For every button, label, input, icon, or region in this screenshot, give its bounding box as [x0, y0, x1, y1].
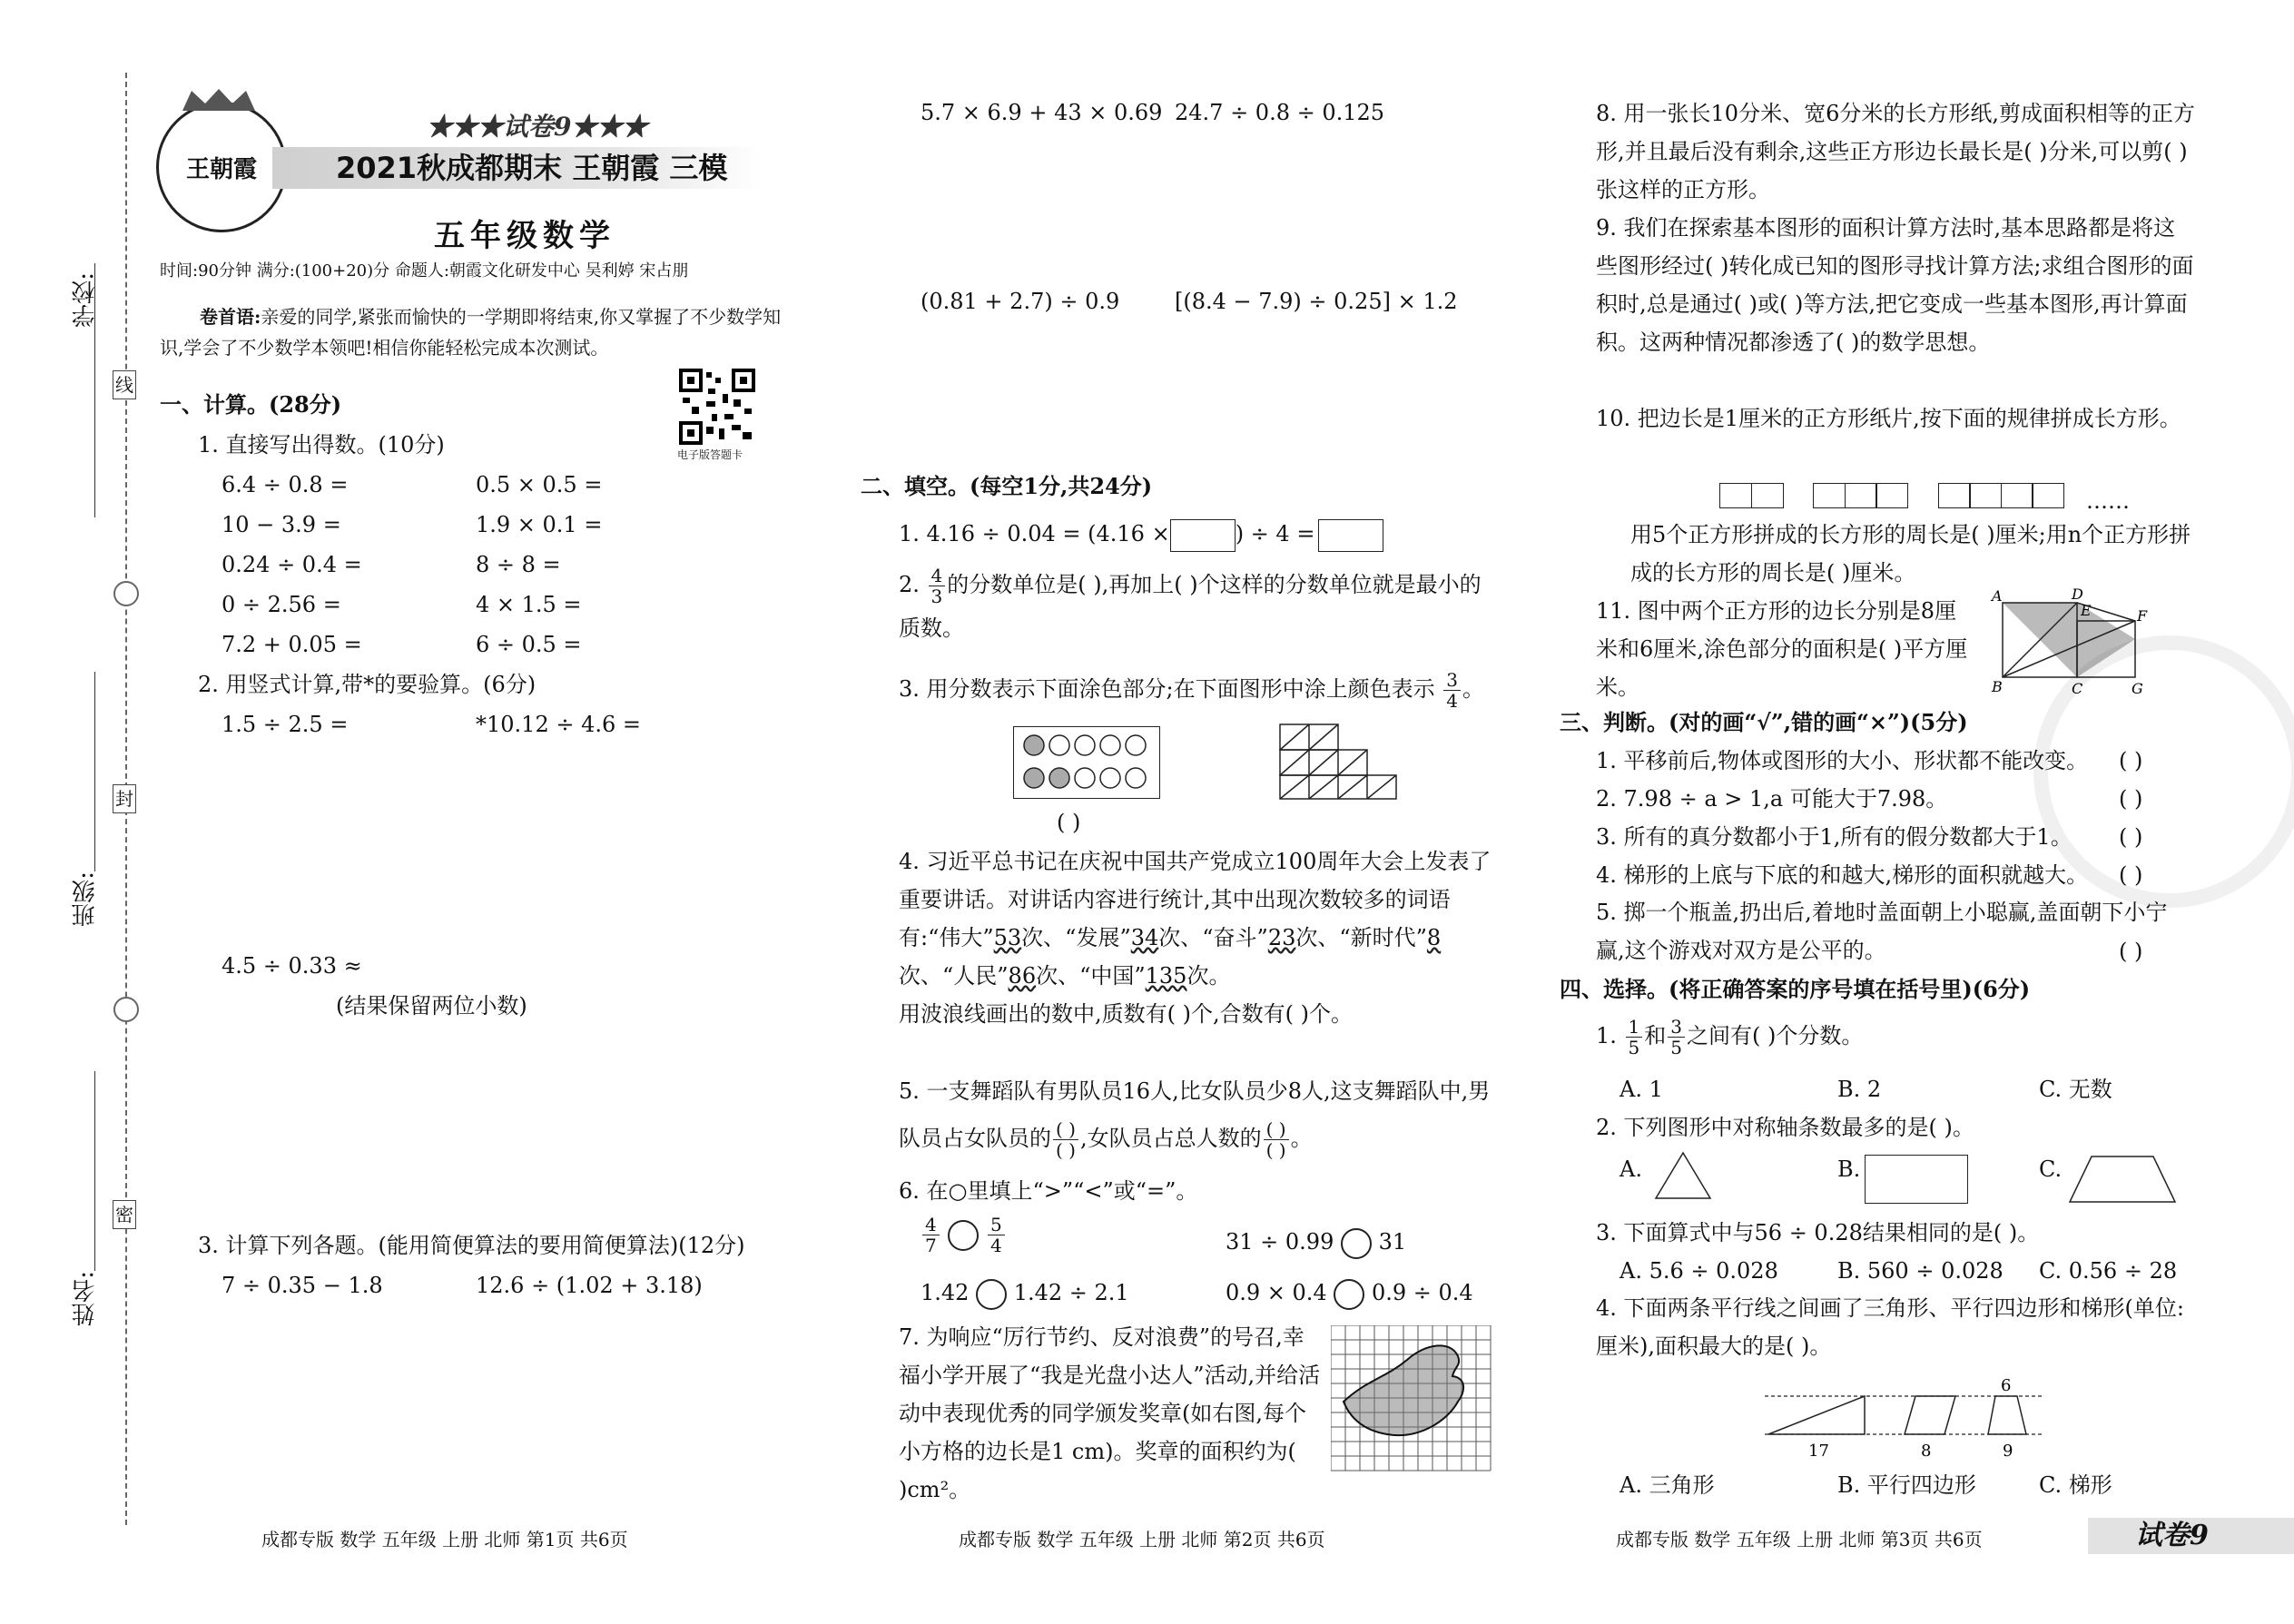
- footer-tag: 试卷9: [2135, 1520, 2209, 1551]
- intro: [160, 301, 795, 363]
- page-footer-3: 成都专版 数学 五年级 上册 北师 第3页 共6页: [1616, 1529, 1983, 1550]
- page-footer-2: 成都专版 数学 五年级 上册 北师 第2页 共6页: [959, 1529, 1325, 1550]
- s2-q6-b: [1226, 1227, 1406, 1259]
- name-label: 姓名:: [72, 1271, 99, 1326]
- s2-q2: [899, 563, 1498, 650]
- judge-blank[interactable]: ( ): [2119, 862, 2143, 888]
- s4-q1: [1596, 1017, 1863, 1058]
- numerator: 3: [1443, 670, 1461, 691]
- s1-q2-a: 1.5 ÷ 2.5 =: [222, 712, 349, 737]
- s2-q3-text: 3. 用分数表示下面涂色部分;在下面图形中涂上颜色表示: [899, 676, 1435, 702]
- point-label: B: [1992, 678, 2003, 695]
- denominator-blank[interactable]: ( ): [1265, 1139, 1286, 1161]
- expression: 1.42: [921, 1280, 970, 1305]
- fraction: [922, 1215, 940, 1255]
- seal-mark-line: 线: [113, 370, 136, 399]
- answer-box[interactable]: [1170, 519, 1236, 552]
- judge-item: 1. 平移前后,物体或图形的大小、形状都不能改变。: [1596, 748, 2089, 773]
- s1-q3-b: 12.6 ÷ (1.02 + 3.18): [476, 1273, 703, 1298]
- s2-q6-a: [921, 1215, 1007, 1255]
- s1-q3-f: [(8.4 − 7.9) ÷ 0.25] × 1.2: [1175, 289, 1458, 314]
- point-label: F: [2137, 607, 2148, 625]
- denominator: 4: [1446, 690, 1458, 712]
- name-line: [94, 1071, 95, 1271]
- s2-q3: 3. 用分数表示下面涂色部分;在下面图形中涂上颜色表示 $\frac{3}{4}$ 。: [899, 669, 1484, 712]
- denominator: 7: [925, 1235, 937, 1256]
- s2-q8: 8. 用一张长10分米、宽6分米的长方形纸,剪成面积相等的正方形,并且最后没有剩余,这些正方形边长最长是( )分米,可以剪( )张这样的正方形。: [1596, 101, 2195, 202]
- s1-q3-c: 5.7 × 6.9 + 43 × 0.69: [921, 100, 1163, 125]
- s1-q1-item: 10 − 3.9 =: [222, 512, 341, 537]
- section3-title: 三、判断。(对的画“√”,错的画“×”)(5分): [1560, 709, 1968, 735]
- s2-q4-text: 次、“发展”: [1021, 925, 1131, 950]
- trapezoid-shape: [2068, 1153, 2177, 1207]
- expression: 31 ÷ 0.99: [1226, 1229, 1334, 1255]
- s2-q6-c: [921, 1278, 1129, 1310]
- s2-q10: 10. 把边长是1厘米的正方形纸片,按下面的规律拼成长方形。: [1596, 406, 2181, 431]
- s1-q1-item: 4 × 1.5 =: [476, 592, 582, 617]
- judge-item: 4. 梯形的上底与下底的和越大,梯形的面积就越大。: [1596, 862, 2089, 888]
- option[interactable]: B. 2: [1837, 1077, 1882, 1102]
- s1-q1-item: 0 ÷ 2.56 =: [222, 592, 341, 617]
- brand-logo: [156, 102, 287, 232]
- option[interactable]: A. 5.6 ÷ 0.028: [1620, 1258, 1778, 1284]
- paper-tag: ★★★试卷9★★★: [427, 112, 648, 142]
- s2-q11: 11. 图中两个正方形的边长分别是8厘米和6厘米,涂色部分的面积是( )平方厘米。: [1596, 598, 1968, 700]
- s2-q5-text: 5. 一支舞蹈队有男队员16人,比女队员少8人,这支舞蹈队中,男队员占女队员的: [899, 1078, 1491, 1151]
- s2-q5: 5. 一支舞蹈队有男队员16人,比女队员少8人,这支舞蹈队中,男队员占女队员的 $\frac{( )}{( )}$ ,女队员占总人数的 $\frac{( )}{( )}$ 。: [899, 1078, 1491, 1161]
- s2-q4-text: 次、“新时代”: [1295, 925, 1427, 950]
- numerator: 5: [988, 1215, 1005, 1235]
- triangle-shape: [1654, 1149, 1712, 1204]
- option[interactable]: C. 0.56 ÷ 28: [2039, 1258, 2178, 1284]
- s1-q2-title: 2. 用竖式计算,带*的要验算。(6分): [198, 672, 537, 697]
- s1-q1-item: 6 ÷ 0.5 =: [476, 632, 582, 657]
- judge-item: 5. 掷一个瓶盖,扔出后,着地时盖面朝上小聪赢,盖面朝下小宁赢,这个游戏对双方是公平的。: [1596, 900, 2168, 963]
- s2-q7: 7. 为响应“厉行节约、反对浪费”的号召,幸福小学开展了“我是光盘小达人”活动,并给活动中表现优秀的同学颁发奖章(如右图,每个小方格的边长是1 cm)。奖章的面积约为( )cm²。: [899, 1324, 1321, 1502]
- option[interactable]: A. 三角形: [1620, 1472, 1715, 1498]
- ellipsis: ……: [2085, 488, 2130, 514]
- option[interactable]: A. 1: [1620, 1077, 1663, 1102]
- parallel-shapes-figure: [1765, 1374, 2046, 1465]
- denominator: 5: [1670, 1037, 1683, 1058]
- s1-q1-item: 8 ÷ 8 =: [476, 552, 561, 577]
- subject-title: 五年级数学: [434, 218, 615, 254]
- section4-title: 四、选择。(将正确答案的序号填在括号里)(6分): [1560, 976, 2031, 1002]
- page-footer-1: 成都专版 数学 五年级 上册 北师 第1页 共6页: [261, 1529, 628, 1550]
- s2-q1-text-a: 1. 4.16 ÷ 0.04 = (4.16 ×: [899, 521, 1170, 546]
- rectangle-shape: [1865, 1155, 1968, 1204]
- seal-mark-secret: 密: [113, 1200, 136, 1229]
- s2-q4-text: 次。: [1186, 963, 1231, 989]
- denominator-blank[interactable]: ( ): [1056, 1139, 1076, 1161]
- brand-logo-text: 王朝霞: [185, 155, 257, 183]
- punch-hole-icon: [113, 997, 139, 1022]
- punch-hole-icon: [113, 581, 139, 606]
- s4-q4-text: 4. 下面两条平行线之间画了三角形、平行四边形和梯形(单位:厘米),面积最大的是( )。: [1596, 1295, 2184, 1359]
- s2-q4-text: 4. 习近平总书记在庆祝中国共产党成立100周年大会上发表了重要讲话。对讲话内容进行统计,其中出现次数较多的词语有:“伟大”: [899, 849, 1492, 950]
- expression: 1.42 ÷ 2.1: [1013, 1280, 1129, 1305]
- class-label: 班级:: [72, 871, 99, 927]
- s1-q3-title: 3. 计算下列各题。(能用简便算法的要用简便算法)(12分): [198, 1233, 745, 1258]
- medal-grid-figure: [1331, 1325, 1492, 1476]
- wavy-number: 23: [1267, 925, 1296, 950]
- qr-code[interactable]: [679, 369, 755, 445]
- dimension-label: 6: [2001, 1376, 2012, 1395]
- s1-q1-item: 1.9 × 0.1 =: [476, 512, 603, 537]
- intro-text: 亲爱的同学,紧张而愉快的一学期即将结束,你又掌握了不少数学知识,学会了不少数学本领吧!相信你能轻松完成本次测试。: [160, 306, 782, 359]
- numerator: 4: [922, 1215, 940, 1235]
- s2-q6-d: [1226, 1278, 1473, 1310]
- class-field[interactable]: [71, 871, 98, 927]
- answer-fraction[interactable]: [1264, 1119, 1289, 1160]
- s1-q1-item: 6.4 ÷ 0.8 =: [222, 472, 349, 497]
- answer-fraction[interactable]: [1053, 1119, 1078, 1160]
- staircase-figure[interactable]: [1278, 723, 1398, 804]
- option[interactable]: C. 梯形: [2039, 1472, 2112, 1498]
- judge-blank[interactable]: ( ): [2119, 786, 2143, 812]
- expression: 0.9 × 0.4: [1226, 1280, 1327, 1305]
- dimension-label: 9: [2003, 1442, 2013, 1461]
- class-line: [94, 672, 95, 871]
- fraction: [1668, 1017, 1685, 1058]
- s4-q1-text: 之间有( )个分数。: [1687, 1023, 1864, 1048]
- seal-mark-seal: 封: [113, 784, 136, 813]
- option[interactable]: B. 平行四边形: [1837, 1472, 1976, 1498]
- fraction: [929, 566, 946, 606]
- option[interactable]: C.: [2039, 1156, 2063, 1182]
- point-label: E: [2081, 602, 2092, 619]
- point-label: A: [1992, 587, 2003, 605]
- dimension-label: 17: [1808, 1442, 1829, 1461]
- s1-q1-item: 0.5 × 0.5 =: [476, 472, 603, 497]
- judge-blank[interactable]: ( ): [2119, 939, 2143, 964]
- option[interactable]: A.: [1620, 1156, 1642, 1182]
- exam-title: 2021秋成都期末 王朝霞 三模: [336, 151, 728, 185]
- fraction: [1443, 670, 1461, 711]
- wavy-number: 135: [1145, 963, 1187, 989]
- compare-circle[interactable]: [1341, 1228, 1372, 1259]
- s4-q1-and: 和: [1644, 1023, 1667, 1048]
- s1-q1-item: 0.24 ÷ 0.4 =: [222, 552, 362, 577]
- name-field[interactable]: [71, 1271, 98, 1326]
- point-label: G: [2132, 680, 2143, 697]
- fraction: [988, 1215, 1005, 1255]
- s2-q5-text: ,女队员占总人数的: [1079, 1126, 1262, 1151]
- compare-circle[interactable]: [1334, 1279, 1364, 1310]
- section1-title: 一、计算。(28分): [160, 391, 342, 418]
- compare-circle[interactable]: [976, 1279, 1007, 1310]
- numerator: 3: [1668, 1017, 1685, 1038]
- numerator: 4: [929, 566, 946, 586]
- judge-blank[interactable]: ( ): [2119, 824, 2143, 850]
- s1-q1-item: 7.2 + 0.05 =: [222, 632, 362, 657]
- school-line: [94, 263, 95, 517]
- crown-icon: [178, 87, 260, 113]
- exam-meta: 时间:90分钟 满分:(100+20)分 命题人:朝霞文化研发中心 吴利婷 宋占朋: [160, 261, 689, 281]
- s1-q3-e: (0.81 + 2.7) ÷ 0.9: [921, 289, 1120, 314]
- s2-q9: 9. 我们在探索基本图形的面积计算方法时,基本思路都是将这些图形经过( )转化成已知的图形寻找计算方法;求组合图形的面积时,总是通过( )或( )等方法,把它变成一些基本图形,再计算面积。这两种情况都渗透了( )的数学思想。: [1596, 215, 2194, 355]
- qr-caption: 电子版答题卡: [677, 448, 743, 461]
- point-label: D: [2072, 586, 2083, 603]
- dimension-label: 8: [1921, 1442, 1932, 1461]
- s2-q2-text: 的分数单位是( ),再加上( )个这样的分数单位就是最小的质数。: [899, 572, 1482, 641]
- point-label: C: [2072, 680, 2083, 697]
- school-label: 学校:: [72, 272, 99, 328]
- wavy-number: 8: [1426, 925, 1442, 950]
- fraction: [1626, 1017, 1643, 1058]
- s2-q4: [899, 842, 1505, 1033]
- s2-q4-text: 次、“中国”: [1036, 963, 1146, 989]
- s1-q2-b: *10.12 ÷ 4.6 =: [476, 712, 641, 737]
- expression: 31: [1378, 1229, 1407, 1255]
- qr-code-icon: [679, 369, 755, 445]
- expression: 0.9 ÷ 0.4: [1371, 1280, 1473, 1305]
- judge-item: 3. 所有的真分数都小于1,所有的假分数都大于1。: [1596, 824, 2072, 850]
- s2-q1: [899, 516, 1383, 552]
- s1-q2-c-note: (结果保留两位小数): [336, 993, 527, 1019]
- judge-item: 2. 7.98 ÷ a > 1,a 可能大于7.98。: [1596, 786, 1948, 812]
- s2-q4-text: 次、“奋斗”: [1158, 925, 1268, 950]
- intro-label: 卷首语:: [200, 306, 261, 328]
- numerator-blank[interactable]: ( ): [1264, 1119, 1289, 1140]
- wavy-number: 34: [1130, 925, 1159, 950]
- judge-blank[interactable]: ( ): [2119, 748, 2143, 773]
- wavy-number: 86: [1008, 963, 1037, 989]
- wavy-number: 53: [993, 925, 1022, 950]
- compare-circle[interactable]: [948, 1220, 979, 1251]
- numerator-blank[interactable]: ( ): [1053, 1119, 1078, 1140]
- s1-q3-d: 24.7 ÷ 0.8 ÷ 0.125: [1175, 100, 1385, 125]
- s2-q1-text-b: ) ÷ 4 =: [1235, 521, 1315, 546]
- squares-figure: [1990, 585, 2153, 704]
- s2-q10-text2: 用5个正方形拼成的长方形的周长是( )厘米;用n个正方形拼成的长方形的周长是( )厘米。: [1630, 522, 2191, 586]
- s1-q1-title: 1. 直接写出得数。(10分): [198, 432, 445, 458]
- answer-box[interactable]: [1318, 519, 1383, 552]
- s1-q2-c: 4.5 ÷ 0.33 ≈: [222, 953, 362, 979]
- denominator: 4: [990, 1235, 1002, 1256]
- option[interactable]: B. 560 ÷ 0.028: [1837, 1258, 2004, 1284]
- s4-q2-text: 2. 下列图形中对称轴条数最多的是( )。: [1596, 1115, 1974, 1140]
- option[interactable]: C. 无数: [2039, 1077, 2112, 1102]
- s4-q3-text: 3. 下面算式中与56 ÷ 0.28结果相同的是( )。: [1596, 1220, 2040, 1245]
- s2-q4-text: 次、“人民”: [899, 963, 1009, 989]
- denominator: 3: [930, 586, 943, 607]
- s1-q3-a: 7 ÷ 0.35 − 1.8: [222, 1273, 383, 1298]
- rectangle-sequence: [1719, 483, 2130, 516]
- s2-q6-title: 6. 在○里填上“>”“<”或“=”。: [899, 1178, 1198, 1204]
- numerator: 1: [1626, 1017, 1643, 1038]
- s2-q4-text2: 用波浪线画出的数中,质数有( )个,合数有( )个。: [899, 1001, 1353, 1027]
- option[interactable]: B.: [1837, 1156, 1861, 1182]
- denominator: 5: [1628, 1037, 1640, 1058]
- s2-q2-prefix: 2.: [899, 572, 920, 597]
- s2-q3-blank[interactable]: ( ): [1057, 810, 1081, 835]
- section2-title: 二、填空。(每空1分,共24分): [861, 473, 1153, 499]
- circles-figure: [1013, 726, 1160, 799]
- s4-q1-prefix: 1.: [1596, 1023, 1617, 1048]
